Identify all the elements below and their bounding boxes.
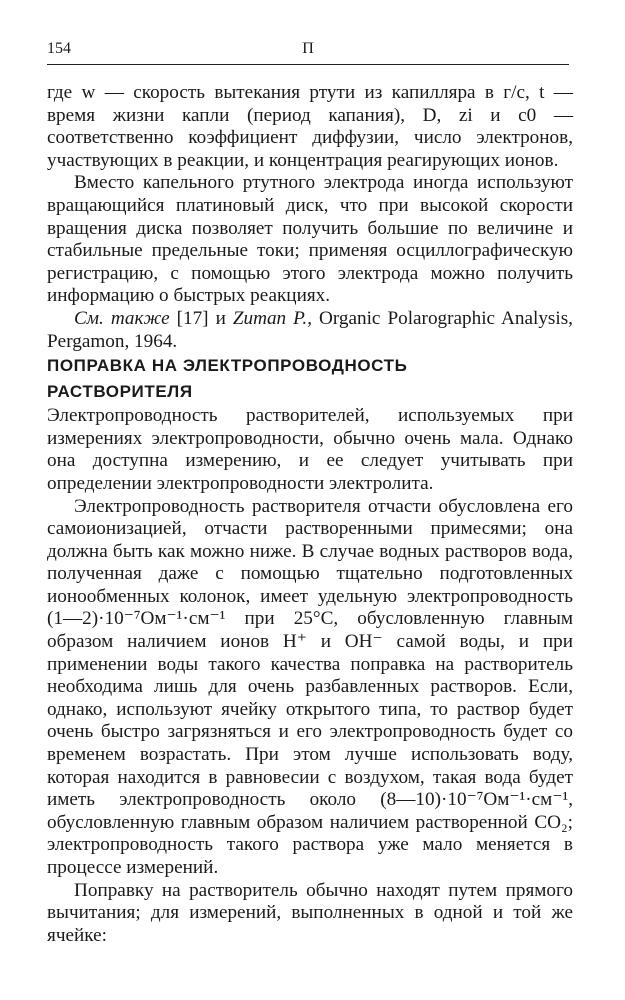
section-paragraph-2: Электропроводность растворителя отчасти обусловлена его самоионизацией, отчасти растворенными примесями; она должна быть как можно ниже. В случае водных растворов вода, полученная даже с помощью тщательно подготовленных ионообменных колонок, имеет удельную электропроводность (1—2)·10⁻⁷Ом⁻¹·см⁻¹ при 25°C, обусловленную главным образом наличием ионов H⁺ и OH⁻ самой воды, и при применении воды такого качества поправка на растворитель необходима лишь для очень разбавленных растворов. Если, однако, используют ячейку открытого типа, то раствор будет очень быстро загрязняться и его электропроводность будет со временем возрастать. При этом лучше использовать воду, которая находится в равновесии с воздухом, такая вода будет иметь электропроводность около (8—10)·10⁻⁷Ом⁻¹·см⁻¹, обусловленную главным образом наличием растворенной CO₂; электропроводность такого раствора уже мало меняется в процессе измерений.: [47, 495, 573, 878]
page-number: 154: [47, 40, 71, 57]
section-heading-line-2: РАСТВОРИТЕЛЯ: [47, 382, 193, 402]
section-heading: [47, 353, 573, 405]
section-paragraph-1: Электропроводность растворителей, используемых при измерениях электропроводности, обычно очень мала. Однако она доступна измерению, и ее следует учитывать при определении электропроводности электролита.: [47, 405, 573, 494]
intro-paragraph-1: где w — скорость вытекания ртути из капилляра в г/с, t — время жизни капли (период капания), D, zi и c0 — соответственно коэффициент диффузии, число электронов, участвующих в реакции, и концентрация реагирующих ионов.: [47, 82, 573, 171]
page-header: [47, 38, 569, 65]
reference-title: , Organic Polarographic Analysis, Pergamon, 1964.: [47, 307, 573, 352]
reference-author: Zuman P.: [232, 307, 308, 329]
page-body: [47, 82, 573, 947]
running-head: П: [302, 40, 314, 57]
see-also-label: См. также: [74, 307, 170, 329]
intro-paragraph-2: Вместо капельного ртутного электрода иногда используют вращающийся платиновый диск, что при высокой скорости вращения диска позволяет получить большие по величине и стабильные предельные токи; применяя осциллографическую регистрацию, с помощью этого электрода можно получить информацию о быстрых реакциях.: [47, 172, 573, 307]
reference-number: [17] и: [169, 307, 233, 329]
section-paragraph-3: Поправку на растворитель обычно находят путем прямого вычитания; для измерений, выполненных в одной и той же ячейке:: [47, 879, 573, 946]
section-heading-line-1: ПОПРАВКА НА ЭЛЕКТРОПРОВОДНОСТЬ: [47, 356, 408, 376]
see-also-reference: [47, 308, 573, 353]
